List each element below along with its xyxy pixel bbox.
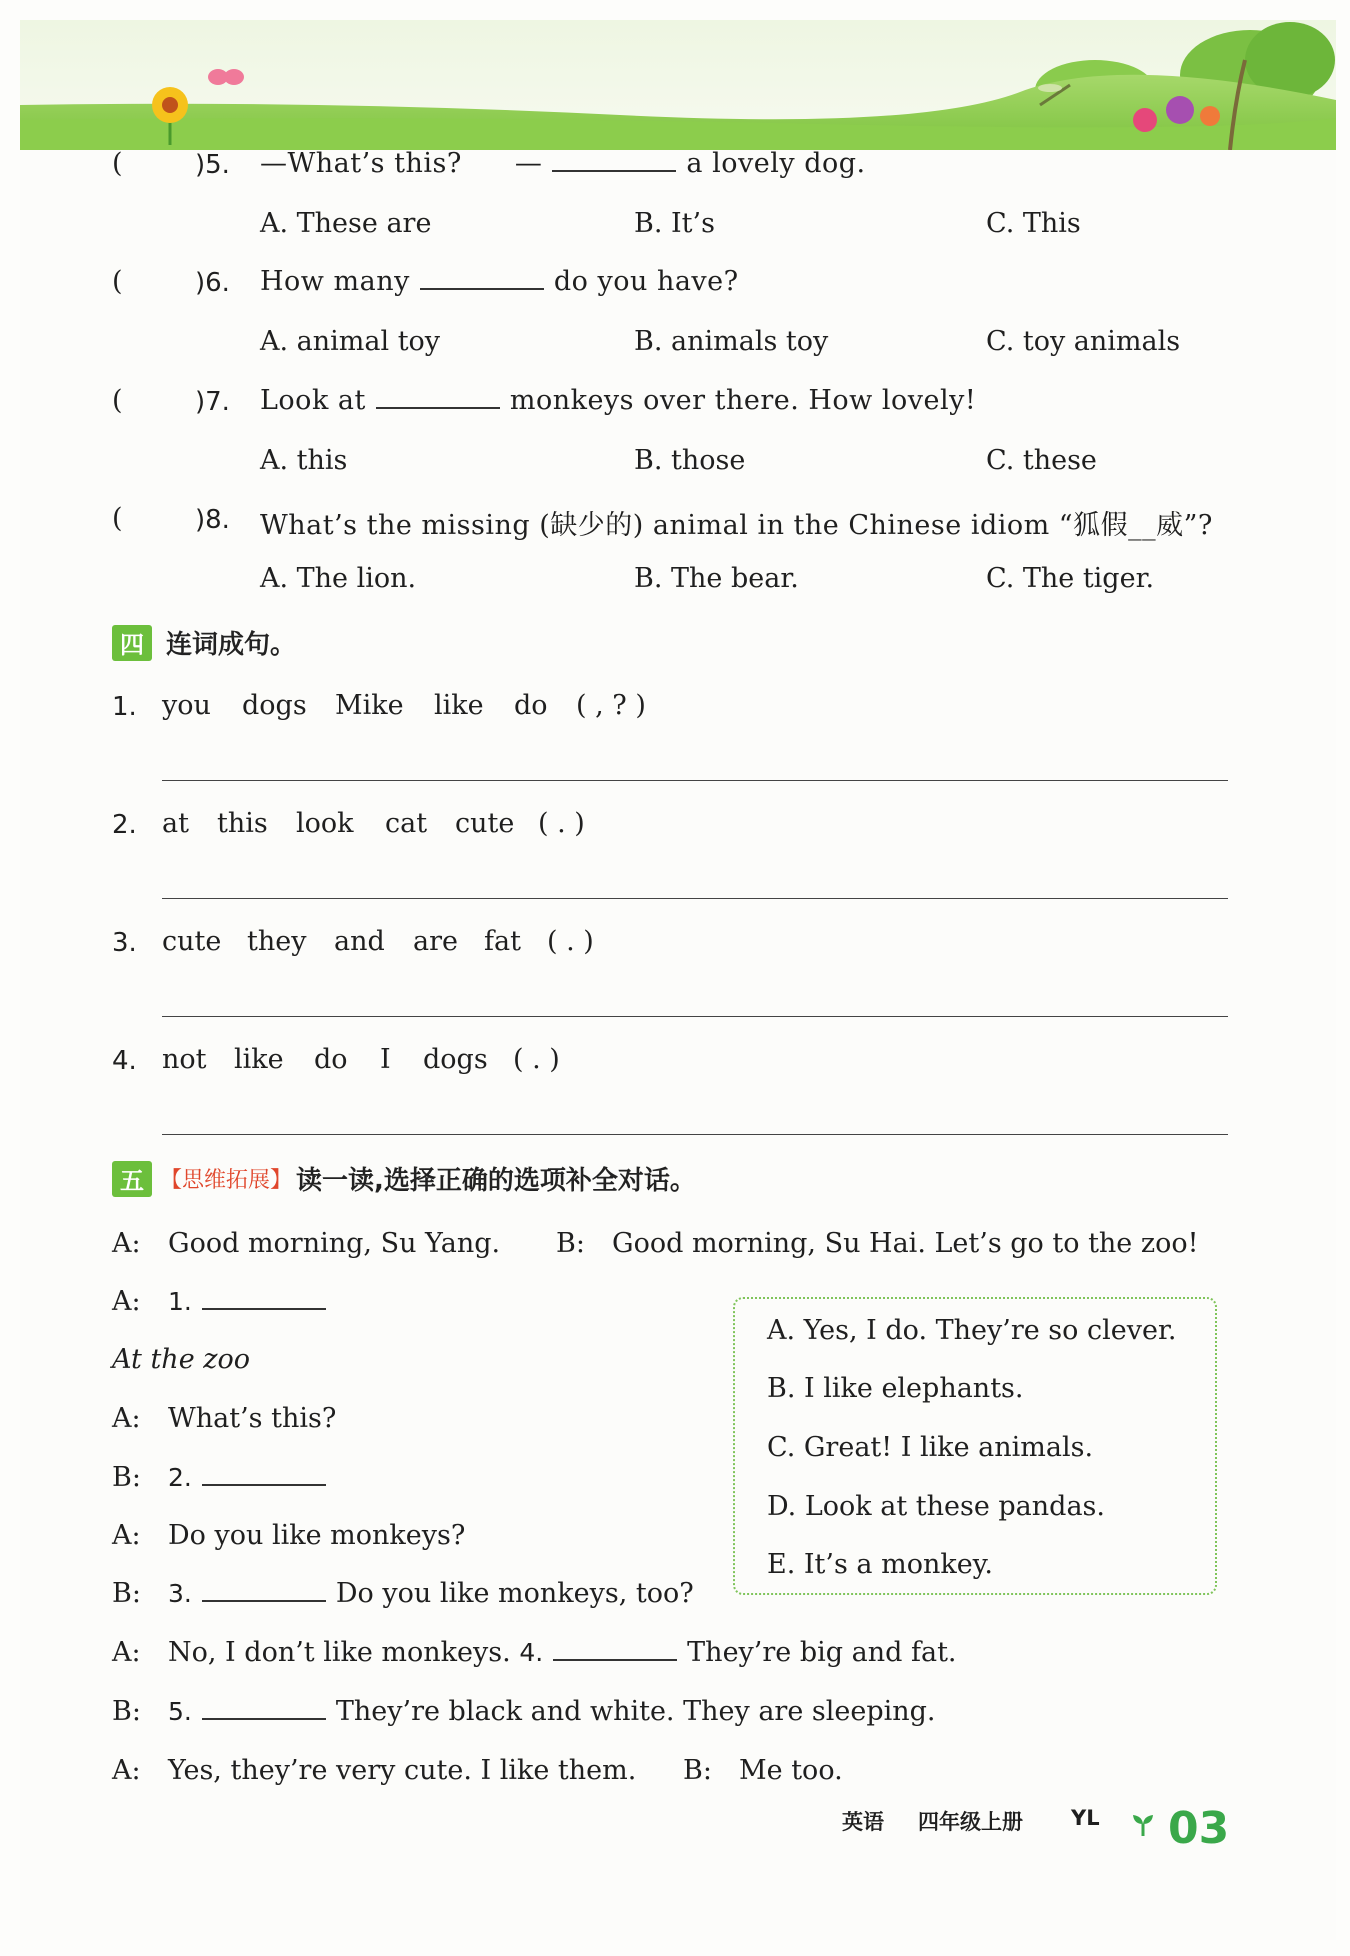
edition-label: YL <box>1071 1806 1100 1830</box>
answer-line[interactable] <box>162 780 1228 781</box>
question-number: )7. <box>195 387 230 417</box>
word: like <box>434 690 484 721</box>
answer-line[interactable] <box>162 898 1228 899</box>
fill-blank[interactable] <box>202 1696 326 1720</box>
item-number: 4. <box>112 1046 137 1076</box>
section-title: 读一读,选择正确的选项补全对话。 <box>296 1166 696 1196</box>
item-number: 2. <box>112 810 137 840</box>
choice-e[interactable]: E. It’s a monkey. <box>767 1549 993 1580</box>
dialogue-line: A: What’s this? <box>112 1403 337 1434</box>
answer-paren[interactable]: ( <box>112 385 123 416</box>
word: not <box>162 1044 207 1075</box>
option-a[interactable]: A. These are <box>260 208 432 239</box>
grade-label: 四年级上册 <box>918 1810 1023 1834</box>
answer-paren[interactable]: ( <box>112 148 123 179</box>
fill-blank[interactable] <box>202 1578 326 1602</box>
question-stem: Look at monkeys over there. How lovely! <box>260 385 977 416</box>
option-c[interactable]: C. This <box>986 208 1081 239</box>
scene-label: At the zoo <box>112 1344 250 1375</box>
word: dogs <box>242 690 307 721</box>
word: are <box>413 926 458 957</box>
word: I <box>380 1044 391 1075</box>
option-b[interactable]: B. It’s <box>634 208 715 239</box>
fill-blank[interactable] <box>202 1462 326 1486</box>
option-b[interactable]: B. those <box>634 445 746 476</box>
page-number: 03 <box>1168 1803 1230 1854</box>
answer-line[interactable] <box>162 1016 1228 1017</box>
fill-blank[interactable] <box>202 1286 326 1310</box>
word: they <box>247 926 307 957</box>
fill-blank[interactable] <box>420 266 544 290</box>
choice-a[interactable]: A. Yes, I do. They’re so clever. <box>767 1315 1177 1346</box>
dialogue-line: B: Me too. <box>683 1755 843 1786</box>
question-number: )6. <box>195 268 230 298</box>
fill-blank[interactable] <box>553 1637 677 1661</box>
word: like <box>234 1044 284 1075</box>
section-badge: 四 <box>112 625 152 661</box>
section-title: 连词成句。 <box>166 630 297 660</box>
punctuation: ( . ) <box>547 926 594 957</box>
thinking-extension-tag: 【思维拓展】 <box>160 1168 293 1193</box>
answer-paren[interactable]: ( <box>112 266 123 297</box>
option-c[interactable]: C. toy animals <box>986 326 1181 357</box>
word: Mike <box>335 690 404 721</box>
question-stem: —What’s this? — a lovely dog. <box>260 148 866 179</box>
dialogue-line: A: 1. <box>112 1286 336 1317</box>
word: and <box>334 926 385 957</box>
choice-b[interactable]: B. I like elephants. <box>767 1373 1024 1404</box>
dialogue-line: A: Do you like monkeys? <box>112 1520 466 1551</box>
word: do <box>314 1044 348 1075</box>
fill-blank[interactable] <box>376 385 500 409</box>
choice-d[interactable]: D. Look at these pandas. <box>767 1491 1105 1522</box>
word: you <box>162 690 211 721</box>
punctuation: ( . ) <box>513 1044 560 1075</box>
word: cute <box>455 808 515 839</box>
dialogue-line: B: Good morning, Su Hai. Let’s go to the zoo! <box>556 1228 1199 1259</box>
option-a[interactable]: A. animal toy <box>260 326 441 357</box>
question-number: )8. <box>195 505 230 535</box>
sprout-icon <box>1130 1812 1156 1838</box>
option-a[interactable]: A. this <box>260 445 348 476</box>
item-number: 3. <box>112 928 137 958</box>
fill-blank[interactable] <box>552 148 676 172</box>
dialogue-line: B: 2. <box>112 1462 336 1493</box>
question-stem: How many do you have? <box>260 266 739 297</box>
punctuation: ( . ) <box>538 808 585 839</box>
word: dogs <box>423 1044 488 1075</box>
answer-line[interactable] <box>162 1134 1228 1135</box>
word: at <box>162 808 189 839</box>
section-four-header <box>112 624 296 661</box>
options-box <box>733 1297 1217 1595</box>
dialogue-line: A: Yes, they’re very cute. I like them. <box>112 1755 637 1786</box>
option-b[interactable]: B. animals toy <box>634 326 829 357</box>
item-number: 1. <box>112 692 137 722</box>
word: fat <box>484 926 521 957</box>
word: cat <box>385 808 428 839</box>
option-a[interactable]: A. The lion. <box>260 563 417 594</box>
dialogue-line: A: Good morning, Su Yang. <box>112 1228 501 1259</box>
word: look <box>296 808 354 839</box>
section-five-header <box>112 1160 696 1197</box>
option-b[interactable]: B. The bear. <box>634 563 799 594</box>
dialogue-line: B: 3. Do you like monkeys, too? <box>112 1578 694 1609</box>
subject-label: 英语 <box>842 1810 884 1834</box>
question-stem: What’s the missing (缺少的) animal in the Chinese idiom “狐假__威”? <box>260 510 1213 541</box>
option-c[interactable]: C. these <box>986 445 1097 476</box>
question-number: )5. <box>195 150 230 180</box>
punctuation: ( , ? ) <box>576 690 646 721</box>
section-badge: 五 <box>112 1161 152 1197</box>
word: this <box>217 808 268 839</box>
word: cute <box>162 926 222 957</box>
meadow-banner-illustration <box>20 20 1336 150</box>
dialogue-line: B: 5. They’re black and white. They are sleeping. <box>112 1696 936 1727</box>
word: do <box>514 690 548 721</box>
option-c[interactable]: C. The tiger. <box>986 563 1155 594</box>
answer-paren[interactable]: ( <box>112 503 123 534</box>
choice-c[interactable]: C. Great! I like animals. <box>767 1432 1094 1463</box>
dialogue-line: A: No, I don’t like monkeys. 4. They’re big and fat. <box>112 1637 957 1668</box>
